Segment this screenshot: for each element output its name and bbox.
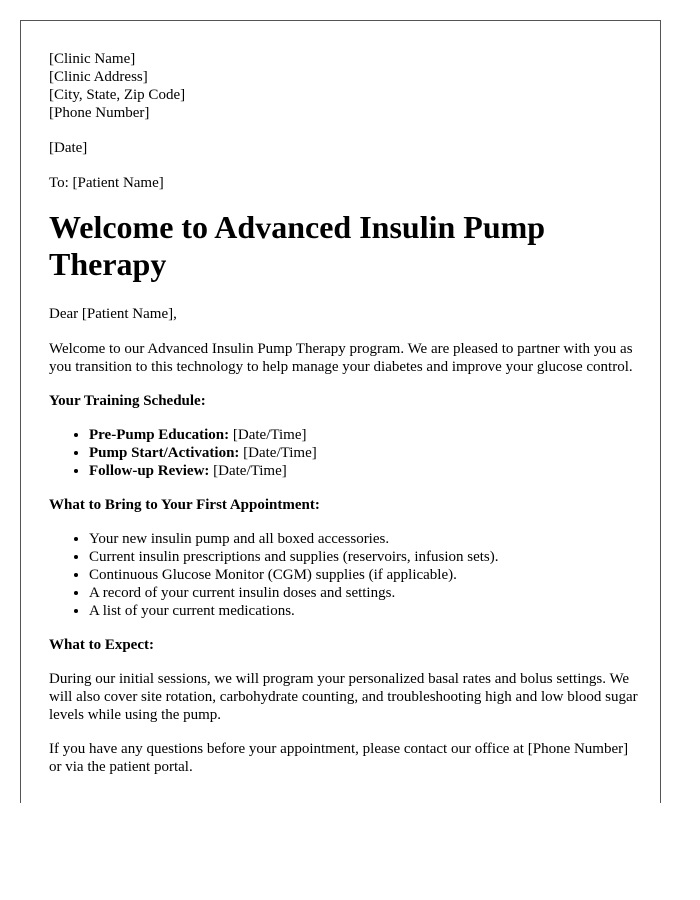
intro-paragraph: Welcome to our Advanced Insulin Pump Therapy program. We are pleased to partner with you as you transition to this technology to help manage your diabetes and improve your glucose control. <box>49 341 633 375</box>
what-to-bring-heading: What to Bring to Your First Appointment: <box>49 497 320 513</box>
training-schedule-list <box>49 426 639 480</box>
schedule-item-value: [Date/Time] <box>229 427 307 443</box>
clinic-city-state-zip: [City, State, Zip Code] <box>49 87 186 103</box>
list-item: • Current insulin prescriptions and supplies (reservoirs, infusion sets). <box>89 548 639 566</box>
clinic-phone: [Phone Number] <box>49 105 150 121</box>
schedule-item-value: [Date/Time] <box>209 463 287 479</box>
what-to-expect-paragraph: During our initial sessions, we will program your personalized basal rates and bolus settings. We will also cover site rotation, carbohydrate counting, and troubleshooting high and low blood sugar levels while using the pump. <box>49 671 638 723</box>
greeting: Dear [Patient Name], <box>49 306 177 322</box>
list-item: • Continuous Glucose Monitor (CGM) supplies (if applicable). <box>89 566 639 584</box>
what-to-expect-heading: What to Expect: <box>49 637 154 653</box>
list-item: • Your new insulin pump and all boxed accessories. <box>89 530 639 548</box>
letter-date: [Date] <box>49 140 88 156</box>
clinic-header <box>49 50 639 122</box>
list-item: • A record of your current insulin doses and settings. <box>89 584 639 602</box>
schedule-item-label: Follow-up Review: <box>89 463 210 479</box>
list-item <box>89 462 639 480</box>
list-item <box>89 426 639 444</box>
letter-page <box>20 20 661 803</box>
letter-content <box>49 50 639 776</box>
list-item: • A list of your current medications. <box>89 602 639 620</box>
schedule-item-label: Pump Start/Activation: <box>89 445 240 461</box>
letter-title: Welcome to Advanced Insulin Pump Therapy <box>49 209 546 282</box>
training-schedule-heading: Your Training Schedule: <box>49 393 206 409</box>
schedule-item-value: [Date/Time] <box>239 445 317 461</box>
schedule-item-label: Pre-Pump Education: <box>89 427 230 443</box>
list-item <box>89 444 639 462</box>
clinic-name: [Clinic Name] <box>49 51 136 67</box>
what-to-bring-list <box>49 530 639 620</box>
contact-paragraph: If you have any questions before your appointment, please contact our office at [Phone Number] or via the patient portal. <box>49 741 629 775</box>
clinic-address: [Clinic Address] <box>49 69 148 85</box>
recipient-line: To: [Patient Name] <box>49 175 164 191</box>
